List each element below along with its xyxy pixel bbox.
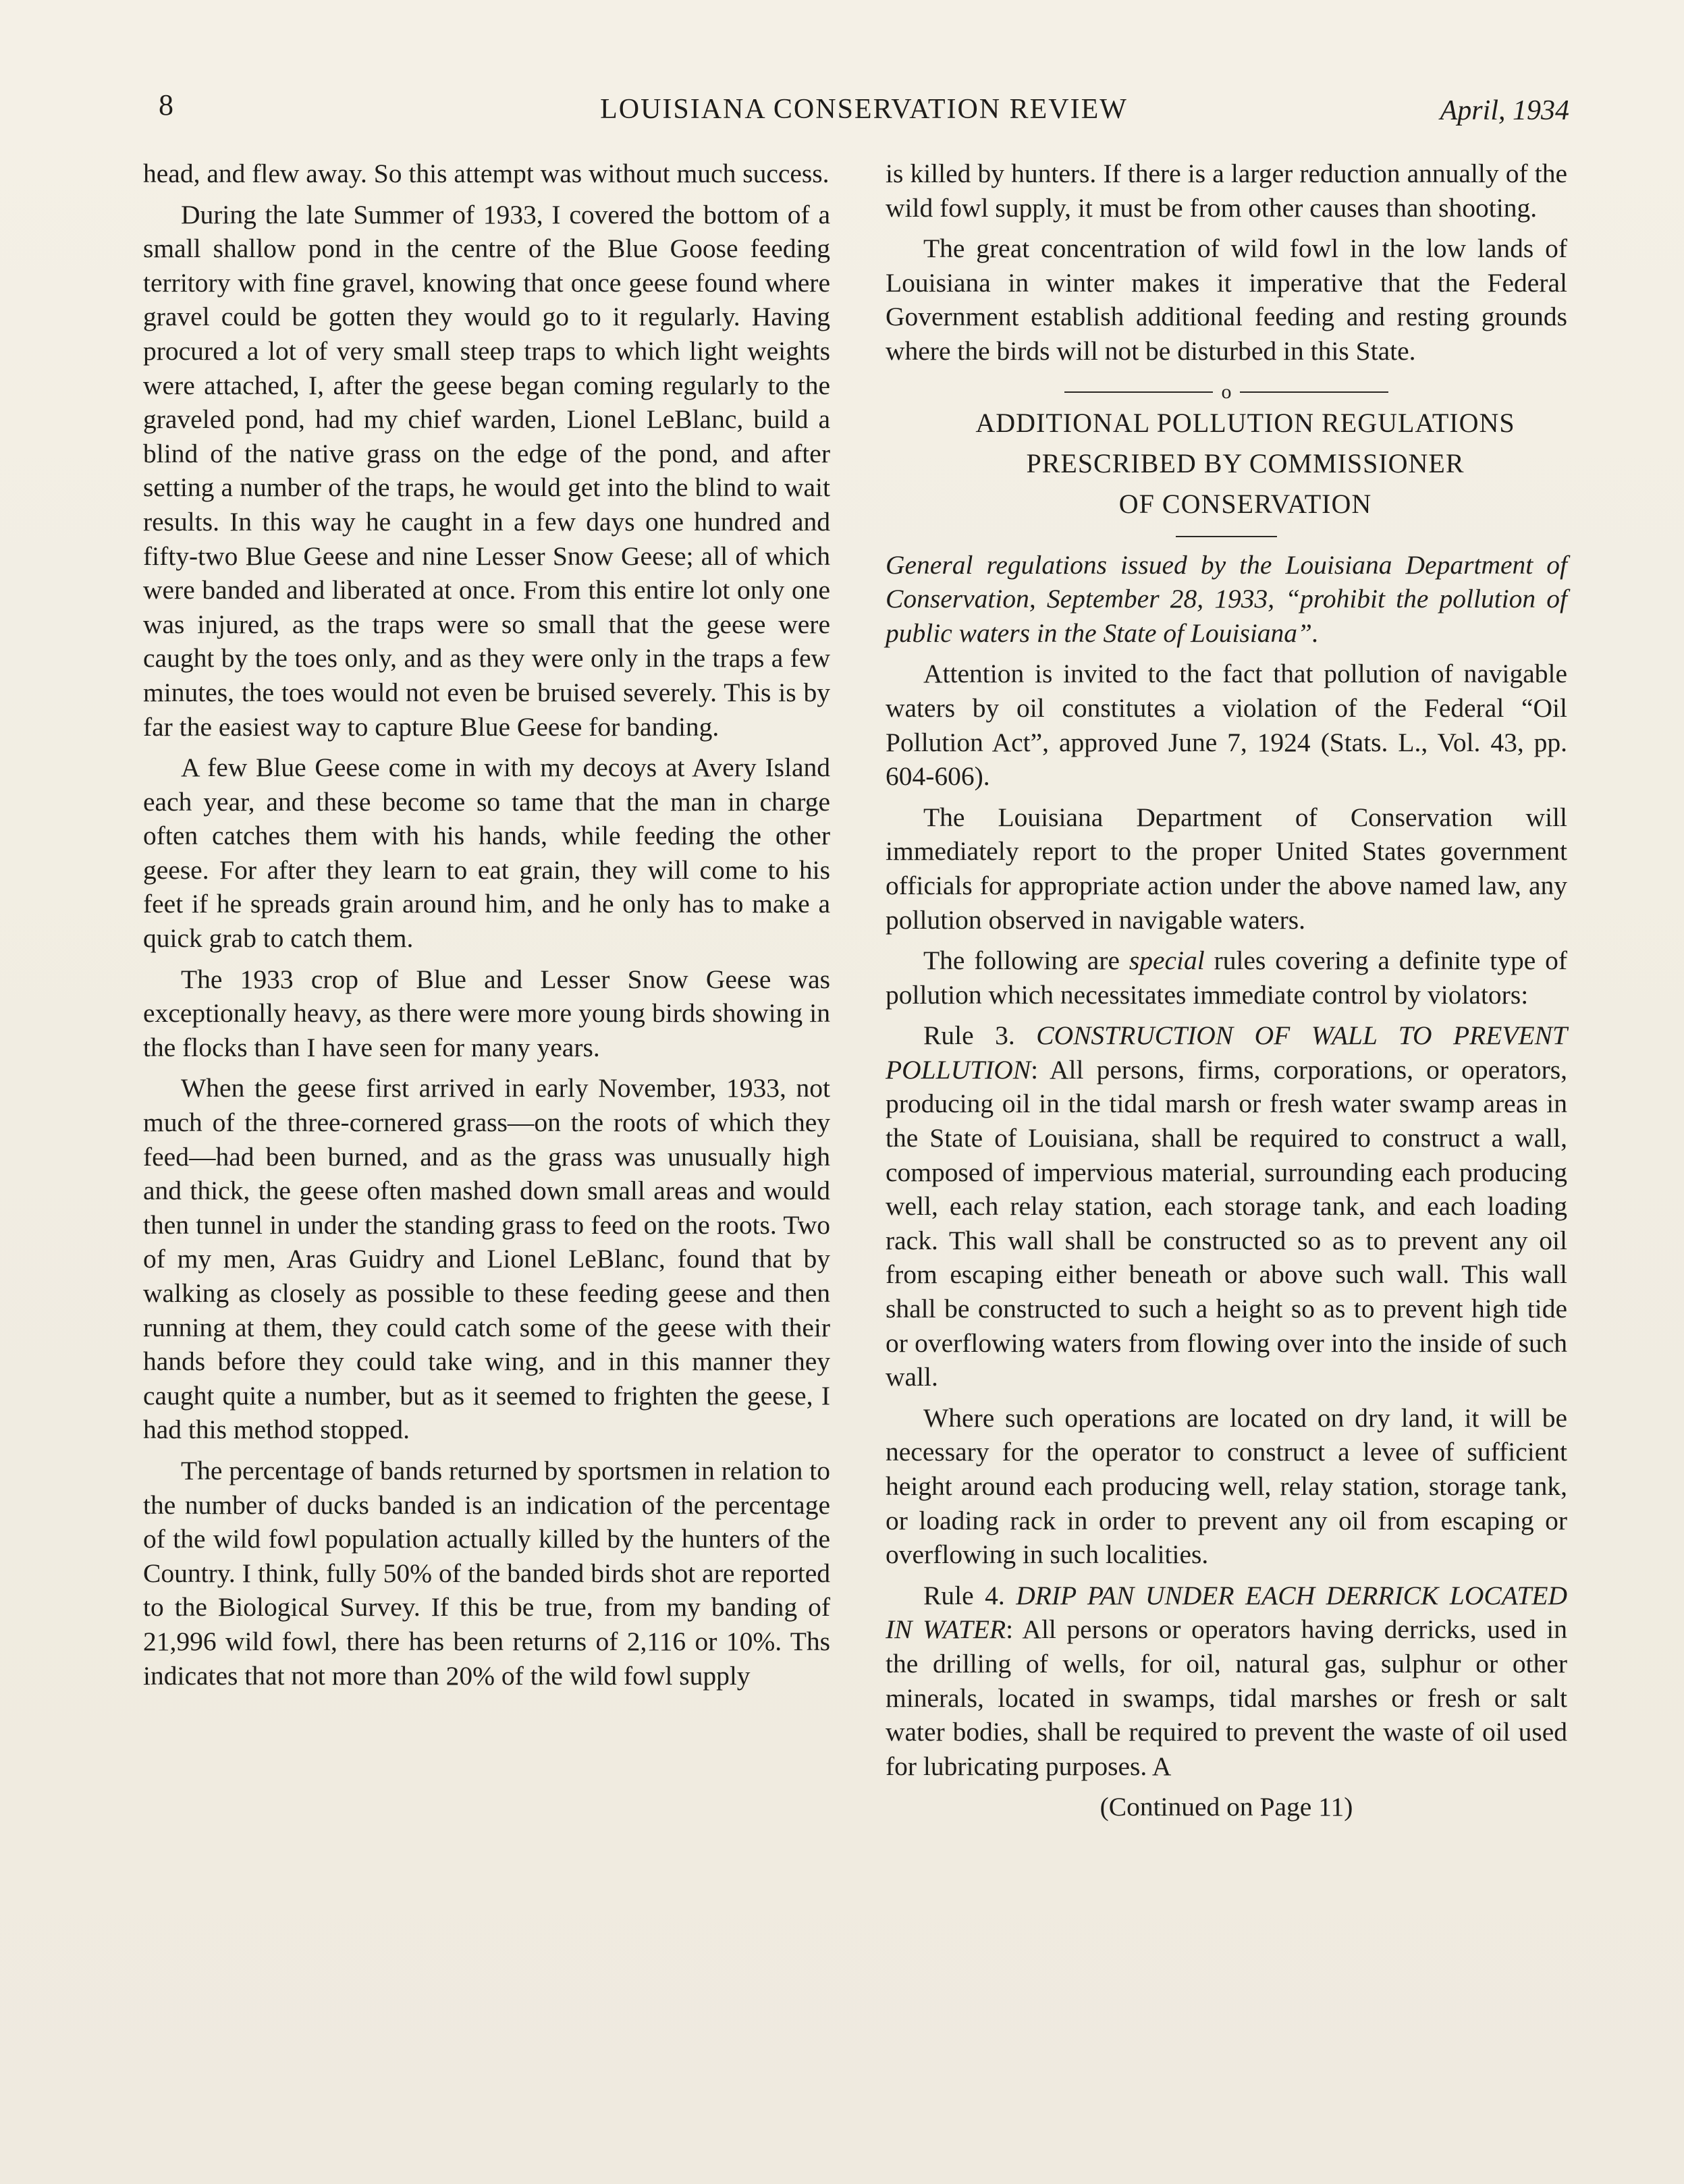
emphasis: special [1129,946,1205,976]
continued-notice: (Continued on Page 11) [1099,1792,1353,1822]
page-header [159,88,1569,135]
article-heading [886,406,1567,521]
rule-title: CONSTRUCTION OF WALL TO PREVENT POLLUTION [886,1020,1567,1085]
right-column [886,157,1567,1831]
paragraph: The Louisiana Department of Conservation will immediately report to the proper United States government officials for appropriate action under the above named law, any pollution observed in navigable waters. [886,802,1567,935]
heading-line: ADDITIONAL POLLUTION REGULATIONS [975,407,1515,438]
section-divider [1064,382,1388,401]
rule-text: : All persons or operators having derricks, used in the drilling of wells, for oil, natural gas, sulphur or other minerals, located in swamps, tidal marshes or fresh or salt water bodies, shall be required to prevent the waste of oil used for lubricating purposes. A [886,1614,1567,1781]
paragraph [886,944,1567,1012]
left-column [143,157,830,1699]
paragraph: A few Blue Geese come in with my decoys at Avery Island each year, and these become so tame that the man in charge often catches them with his hands, while feeding the other geese. For after they learn to eat grain, they will come to his feet if he spreads grain around him, and he only has to make a quick grab to catch them. [143,753,830,954]
rule-text: : All persons, firms, corporations, or operators, producing oil in the tidal marsh or fresh water swamp areas in the State of Louisiana, shall be required to construct a wall, composed of impervious material, surrounding each producing well, each relay station, each storage tank, and each loading rack. This wall shall be constructed so as to prevent any oil from escaping either beneath or above such wall. This wall shall be constructed to such a height so as to prevent high tide or overflowing waters from flowing over into the inside of such wall. [886,1054,1567,1392]
publication-title: LOUISIANA CONSERVATION REVIEW [600,94,1128,125]
paragraph: When the geese first arrived in early November, 1933, not much of the three-cornered grass—on the roots of which they feed—had been burned, and as the grass was unusually high and thick, the geese often mashed down small areas and would then tunnel in under the standing grass to feed on the roots. Two of my men, Aras Guidry and Lionel LeBlanc, found that by walking as closely as possible to these feeding geese and then running at them, they could catch some of the geese with their hands before they could take wing, and in this manner they caught quite a number, but as it seemed to frighten the geese, I had this method stopped. [143,1073,830,1445]
divider-rule [1064,391,1213,393]
rule-label: Rule 3. [923,1020,1037,1051]
page-number: 8 [159,88,173,121]
paragraph: The percentage of bands returned by sportsmen in relation to the number of ducks banded is an indication of the percentage of the wild fowl population actually killed by the hunters of the Country. I think, fully 50% of the banded birds shot are reported to the Biological Survey. If this be true, from my banding of 21,996 wild fowl, there has been returns of 2,116 or 10%. Ths indicates that not more than 20% of the wild fowl supply [143,1455,830,1691]
paragraph: The great concentration of wild fowl in the low lands of Louisiana in winter makes it imperative that the Federal Government establish additional feeding and resting grounds where the birds will not be disturbed in this State. [886,234,1567,366]
paragraph: Attention is invited to the fact that pollution of navigable waters by oil constitutes a violation of the Federal “Oil Pollution Act”, approved June 7, 1924 (Stats. L., Vol. 43, pp. 604-606). [886,659,1567,792]
heading-rule [1176,536,1277,537]
paragraph: The 1933 crop of Blue and Lesser Snow Geese was exceptionally heavy, as there were more young birds showing in the flocks than I have seen for many years. [143,964,830,1062]
paragraph: During the late Summer of 1933, I covered the bottom of a small shallow pond in the centre of the Blue Goose feeding territory with fine gravel, knowing that once geese found where gravel could be gotten they would go to it regularly. Having procured a lot of very small steep traps to which light weights were attached, I, after the geese began coming regularly to the graveled pond, had my chief warden, Lionel LeBlanc, build a blind of the native grass on the edge of the pond, and after setting a number of the traps, he would get into the blind to wait results. In this way he caught in a few days one hundred and fifty-two Blue Geese and nine Lesser Snow Geese; all of which were banded and liberated at once. From this entire lot only one was injured, as the traps were so small that the geese were caught by the toes only, and as they were only in the traps a few minutes, the toes would not even be bruised severely. This is by far the easiest way to capture Blue Geese for banding. [143,199,830,742]
intro-paragraph: General regulations issued by the Louisiana Department of Conservation, September 28, 1933, “prohibit the pollution of public waters in the State of Louisiana”. [886,549,1567,648]
rule-4 [886,1579,1567,1784]
divider-rule [1240,391,1388,393]
text-run: rules covering a definite type of pollution which necessitates immediate control by violators: [886,946,1567,1010]
paragraph: head, and flew away. So this attempt was without much success. [143,159,830,188]
rule-title: DRIP PAN UNDER EACH DERRICK LOCATED IN WATER [886,1580,1567,1645]
paragraph: is killed by hunters. If there is a larger reduction annually of the wild fowl supply, it must be from other causes than shooting. [886,159,1567,223]
heading-line: OF CONSERVATION [1118,488,1372,519]
divider-mark: o [1221,380,1232,403]
issue-date: April, 1934 [1440,95,1569,126]
heading-line: PRESCRIBED BY COMMISSIONER [1026,447,1465,479]
text-run: The following are [923,946,1129,976]
paragraph: Where such operations are located on dry land, it will be necessary for the operator to construct a levee of sufficient height around each producing well, relay station, storage tank, or loading rack in order to prevent any oil from escaping or overflowing in such localities. [886,1402,1567,1570]
rule-label: Rule 4. [923,1580,1016,1610]
rule-3 [886,1018,1567,1394]
